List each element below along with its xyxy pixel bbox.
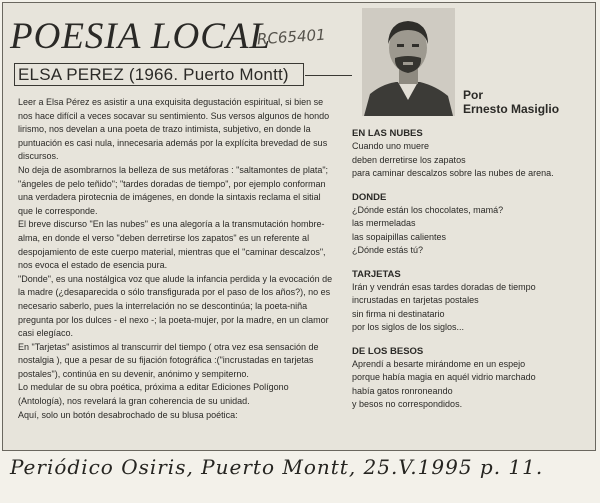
poems-column [352,127,588,422]
archive-reference-code: RC65401 [256,25,327,49]
poem-line: sin firma ni destinatario [352,308,445,319]
poem-en-las-nubes [352,127,588,181]
byline-por: Por [463,88,484,102]
poem-line: Cuando uno muere [352,141,430,151]
poem-line: Irán y vendrán esas tardes doradas de tiempo [352,281,536,292]
poem-line: Aprendí a besarte mirándome en un espejo [352,358,526,369]
article-paragraph: Leer a Elsa Pérez es asistir a una exquisita degustación espiritual, si bien se nos hace difícil a veces socavar su sentimiento. Sus versos algunos de hondo lirismo, nos develan a una poeta de trazo intimista, subjetivo, en donde la puntuación es casi nula, innecesaria además por la explícita brevedad de sus discursos. [18,97,330,162]
article-paragraph: El breve discurso "En las nubes" es una alegoría a la transmutación hombre-alma, en donde el verso "deben derretirse los zapatos" es un referente al despojamiento de este cuerpo material, mientras que el "caminar descalzos", nos evoca el estado de esencia pura. [18,219,326,271]
poem-line: y besos no correspondidos. [352,399,463,409]
poem-title: EN LAS NUBES [352,128,423,139]
article-subtitle: ELSA PEREZ (1966. Puerto Montt) [18,65,289,84]
poem-title: TARJETAS [352,268,401,280]
poem-tarjetas [352,268,588,335]
article-paragraph: En "Tarjetas" asistimos al transcurrir del tiempo ( otra vez esa sensación de nostalgia ), que a pesar de su fijación fotográfica :("incrustadas en tarjetas postales"), continúa en su devenir, anónimo y sempiterno. [18,341,319,379]
section-title: POESIA LOCAL [10,16,272,57]
poem-title: DE LOS BESOS [352,345,424,357]
poem-line: por los siglos de los siglos... [352,322,465,332]
author-photo [362,8,455,116]
poem-line: las mermeladas [352,218,416,228]
article-paragraph: Lo medular de su obra poética, próxima a editar Ediciones Polígono (Antología), nos revelará la gran coherencia de su unidad. [18,382,289,407]
header-rule [305,75,352,76]
handwritten-source-note: Periódico Osiris, Puerto Montt, 25.V.1995 p. 11. [10,455,544,479]
poem-line: porque había magia en aquél vidrio marchado [352,372,536,382]
poem-line: las sopaipillas calientes [352,231,447,242]
poem-donde [352,191,588,258]
poem-line: deben derretirse los zapatos [352,154,466,165]
article-paragraph: No deja de asombrarnos la belleza de sus metáforas : "saltamontes de plata"; "ángeles de pelo teñido"; "tardes doradas de tiempo", por ejemplo conforman una verdadera pirotecnia de imágenes, en donde la sintaxis reclama el sitial que le corresponde. [18,164,329,216]
poem-line: ¿Dónde están los chocolates, mamá? [352,204,504,215]
article-paragraph: "Donde", es una nostálgica voz que alude la infancia perdida y la evocación de la madre (¿desaparecida o sólo transfigurada por el paso de los años?), no es necesario saberlo, pues la interrelación no se descontinúa; la poeta-niña pregunta por los dulces - el nexo -; la poeta-mujer, por la madre, en un clamor casi elegíaco. [18,273,333,339]
byline [463,88,559,116]
poem-line: para caminar descalzos sobre las nubes de arena. [352,168,554,178]
poem-line: había gatos ronroneando [352,385,453,396]
byline-author: Ernesto Masiglio [463,102,560,116]
poem-line: ¿Dónde estás tú? [352,245,424,255]
poem-de-los-besos [352,345,588,412]
poem-title: DONDE [352,191,387,203]
poem-line: incrustadas en tarjetas postales [352,295,479,305]
article-body [18,96,336,422]
article-paragraph: Aquí, solo un botón desabrochado de su blusa poética: [18,409,238,420]
